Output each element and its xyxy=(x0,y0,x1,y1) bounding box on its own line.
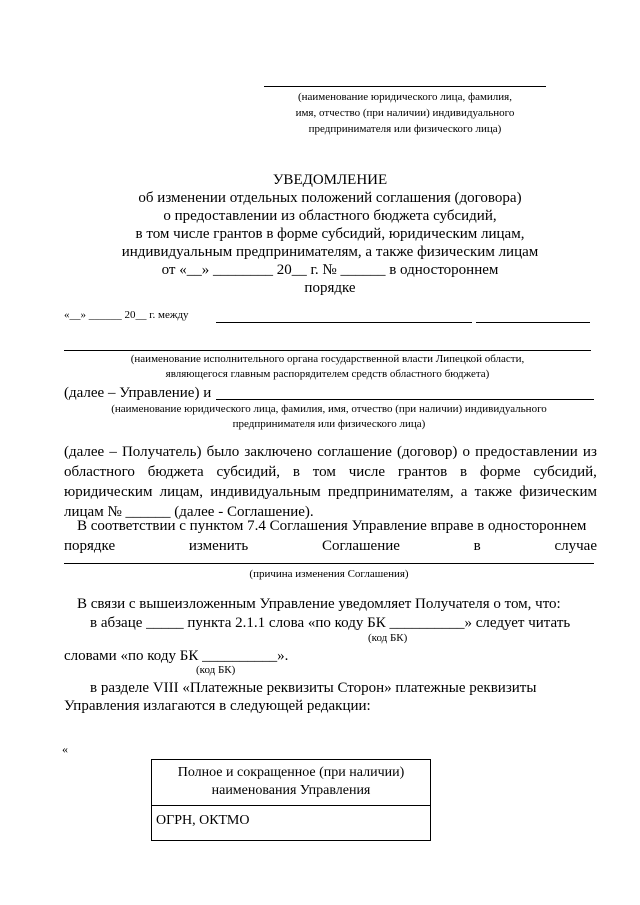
requisites-table xyxy=(151,759,431,841)
word: Получатель) xyxy=(121,444,202,460)
word: в xyxy=(292,464,300,480)
recipient-caption-line2: имя, отчество (при наличии) индивидуального xyxy=(295,107,515,119)
word: было xyxy=(206,444,240,460)
reason-caption: (причина изменения Соглашения) xyxy=(249,568,409,580)
word: том xyxy=(312,464,336,480)
word: также xyxy=(474,484,513,500)
recipient-caption2-line1: (наименование юридического лица, фамилия, имя, отчество (при наличии) индивидуального xyxy=(111,403,547,415)
notice-line4: в разделе VIII «Платежные реквизиты Сторон» платежные реквизиты xyxy=(90,680,537,696)
word: областного xyxy=(64,464,135,480)
authority-caption-line2: являющегося главным распорядителем средств областного бюджета) xyxy=(165,368,490,380)
authority-caption-line1: (наименование исполнительного органа государственной власти Липецкой области, xyxy=(130,353,525,365)
word: порядке xyxy=(64,538,116,554)
requisites-header-line1: Полное и сокращенное (при наличии) xyxy=(177,765,405,780)
title-line-2: о предоставлении из областного бюджета субсидий, xyxy=(163,208,497,224)
date-between-prefix: «__» ______ 20__ г. между xyxy=(64,309,189,321)
paragraph-agreement-line2 xyxy=(64,462,597,482)
notice-line1: В связи с вышеизложенным Управление уведомляет Получателя о том, что: xyxy=(77,596,561,612)
recipient-caption-line1: (наименование юридического лица, фамилия, xyxy=(297,91,512,103)
paragraph-agreement-line3 xyxy=(64,482,597,502)
word: заключено xyxy=(244,444,313,460)
word: бюджета xyxy=(147,464,204,480)
management-fill-line xyxy=(216,399,594,400)
word: физическим xyxy=(519,484,597,500)
word: о xyxy=(462,444,471,460)
between-fill-line-2 xyxy=(476,322,590,323)
word: а xyxy=(460,484,468,500)
title-line-3: в том числе грантов в форме субсидий, юридическим лицам, xyxy=(135,226,525,242)
paragraph-agreement-line1 xyxy=(64,442,597,462)
requisites-ogrn-cell: ОГРН, ОКТМО xyxy=(152,806,431,841)
management-prefix: (далее – Управление) и xyxy=(64,385,212,401)
document-title: УВЕДОМЛЕНИЕ xyxy=(272,172,388,188)
word: индивидуальным xyxy=(210,484,321,500)
title-line-5: от «__» ________ 20__ г. № ______ в одностороннем xyxy=(161,262,499,278)
paragraph-clause xyxy=(64,516,597,556)
word: предпринимателям, xyxy=(327,484,454,500)
kbk-caption-1: (код БК) xyxy=(368,632,408,644)
word: (договор) xyxy=(397,444,458,460)
notice-line5: Управления излагаются в следующей редакции: xyxy=(64,698,371,714)
paragraph-agreement xyxy=(64,442,597,522)
word: предоставлении xyxy=(475,444,578,460)
title-line-6: порядке xyxy=(304,280,356,296)
word: лицам, xyxy=(159,484,204,500)
table-row xyxy=(152,806,431,841)
paragraph-clause-line2 xyxy=(64,536,597,556)
word: (далее xyxy=(64,444,105,460)
word: изменить xyxy=(188,538,249,554)
notice-line3: словами «по коду БК __________». xyxy=(64,648,289,664)
word: форме xyxy=(479,464,521,480)
word: из xyxy=(582,444,597,460)
requisites-header-line2: наименования Управления xyxy=(211,783,371,798)
between-fill-line-1 xyxy=(216,322,472,323)
open-quote-mark: « xyxy=(62,742,68,756)
requisites-header-cell xyxy=(152,760,431,806)
paragraph-agreement-line4: лицам № ______ (далее - Соглашение). xyxy=(64,504,314,520)
word: грантов xyxy=(397,464,448,480)
word: субсидий, xyxy=(533,464,597,480)
word: в xyxy=(460,464,468,480)
date-between-line xyxy=(64,309,189,321)
paragraph-clause-line1: В соответствии с пунктом 7.4 Соглашения Управление вправе в одностороннем xyxy=(77,518,587,534)
title-line-4: индивидуальным предпринимателям, а также физическим лицам xyxy=(121,244,539,260)
word: соглашение xyxy=(317,444,392,460)
word: субсидий, xyxy=(216,464,281,480)
word: Соглашение xyxy=(321,538,400,554)
table-row xyxy=(152,760,431,806)
recipient-caption2-line2: предпринимателя или физического лица) xyxy=(232,418,426,430)
word: – xyxy=(109,444,117,460)
word: в xyxy=(473,538,481,554)
title-line-1: об изменении отдельных положений соглашения (договора) xyxy=(138,190,522,206)
reason-line xyxy=(64,563,594,564)
word: юридическим xyxy=(64,484,153,500)
authority-line xyxy=(64,350,591,351)
kbk-caption-2: (код БК) xyxy=(196,664,236,676)
notice-line2: в абзаце _____ пункта 2.1.1 слова «по коду БК __________» следует читать xyxy=(90,615,571,631)
recipient-line xyxy=(264,86,546,87)
word: случае xyxy=(554,538,597,554)
recipient-caption-line3: предпринимателя или физического лица) xyxy=(308,123,502,135)
word: числе xyxy=(348,464,386,480)
